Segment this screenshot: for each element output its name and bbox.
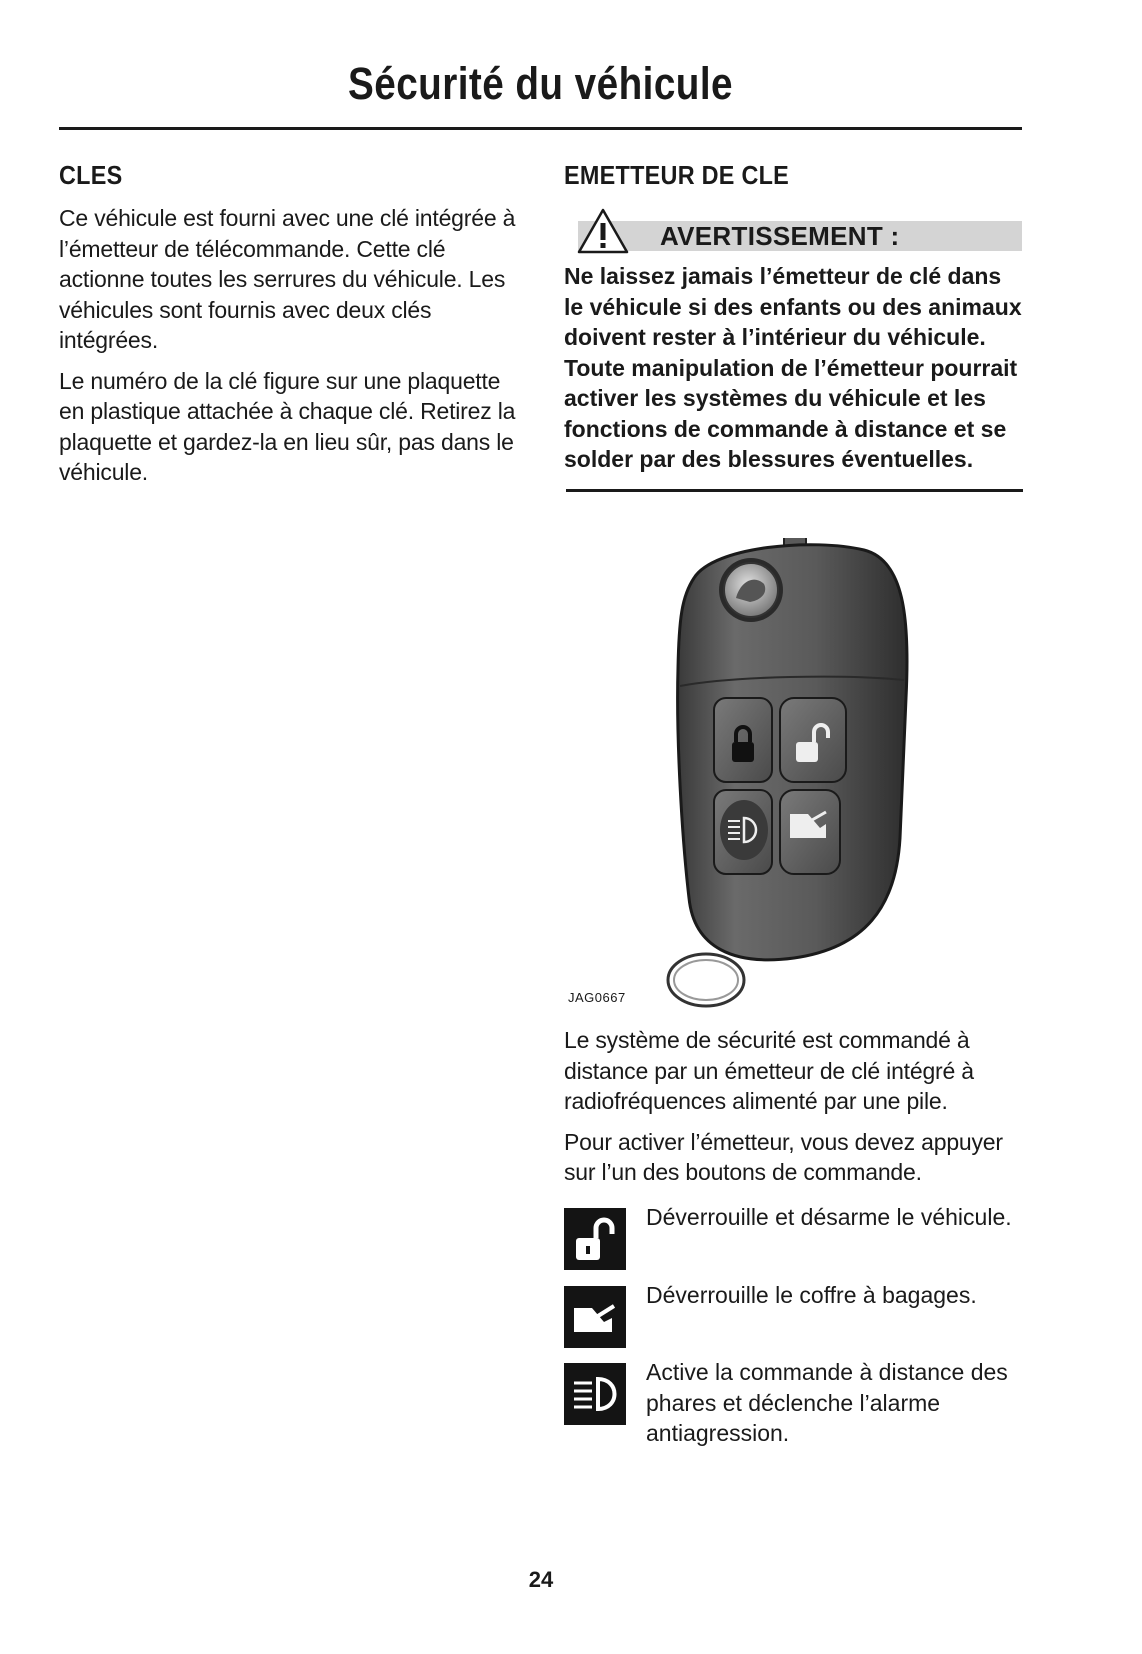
- fob-lock-button: [714, 698, 772, 782]
- transmitter-paragraph-2: Pour activer l’émetteur, vous devez appuyer sur l’un des boutons de commande.: [564, 1128, 1003, 1185]
- fob-trunk-button: [780, 790, 840, 874]
- transmitter-heading: EMETTEUR DE CLE: [564, 160, 790, 190]
- warning-text: Ne laissez jamais l’émetteur de clé dans le véhicule si des enfants ou des animaux doivent rester à l’intérieur du véhicule. Toute manipulation de l’émetteur pourrait activer les systèmes du véhicule et les fonctions de commande à distance et se solder par des blessures éventuelles.: [564, 263, 1022, 472]
- headlamp-description: Active la commande à distance des phares et déclenche l’alarme antiagression.: [646, 1359, 1008, 1446]
- unlock-icon: [564, 1208, 626, 1270]
- trunk-description: Déverrouille le coffre à bagages.: [646, 1282, 977, 1308]
- warning-label: AVERTISSEMENT :: [660, 221, 900, 251]
- keys-paragraph-1: Ce véhicule est fourni avec une clé intégrée à l’émetteur de télécommande. Cette clé actionne toutes les serrures du véhicule. Les véhicules sont fournis avec deux clés intégrées.: [59, 205, 516, 353]
- title-rule: [59, 127, 1022, 130]
- headlamp-icon: [564, 1363, 626, 1425]
- transmitter-section: [564, 160, 1024, 492]
- warning-banner: [564, 219, 1024, 251]
- trunk-icon: [564, 1286, 626, 1348]
- transmitter-description: [564, 1025, 1024, 1198]
- fob-unlock-button: [780, 698, 846, 782]
- fob-headlamp-button: [714, 790, 772, 874]
- unlock-description: Déverrouille et désarme le véhicule.: [646, 1204, 1012, 1230]
- page-number: 24: [528, 1567, 554, 1592]
- warning-triangle-icon: [576, 207, 630, 255]
- keys-paragraph-2: Le numéro de la clé figure sur une plaquette en plastique attachée à chaque clé. Retirez la plaquette et gardez-la en lieu sûr, pas dans le véhicule.: [59, 367, 516, 485]
- keys-heading: CLES: [59, 160, 123, 190]
- keys-section: [59, 160, 529, 498]
- key-fob-illustration: [564, 538, 1024, 1008]
- page-title: Sécurité du véhicule: [348, 58, 733, 109]
- warning-rule: [566, 489, 1023, 492]
- transmitter-paragraph-1: Le système de sécurité est commandé à distance par un émetteur de clé intégré à radiofréquences alimenté par une pile.: [564, 1027, 974, 1114]
- figure-code: JAG0667: [568, 990, 626, 1005]
